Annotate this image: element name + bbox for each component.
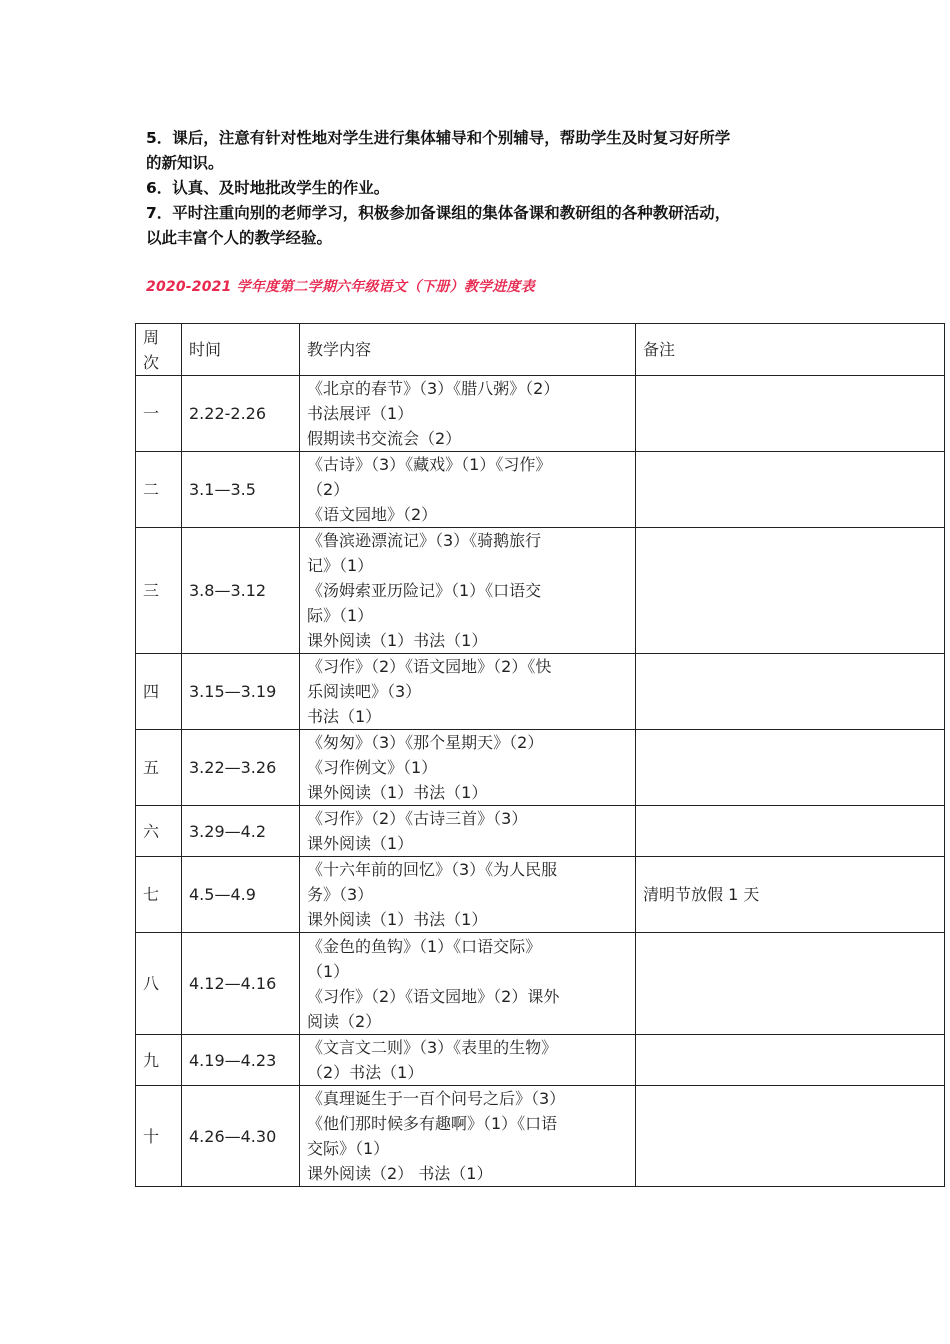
content-line: （1）	[307, 961, 350, 981]
table-row	[136, 376, 945, 452]
week-cell: 六	[136, 806, 182, 857]
content-line: 《语文园地》（2）	[307, 505, 438, 524]
header-time: 时间	[182, 324, 300, 376]
paragraph-line: 5．课后，注意有针对性地对学生进行集体辅导和个别辅导，帮助学生及时复习好所学	[146, 129, 731, 147]
week-cell: 八	[136, 933, 182, 1035]
content-line: 际》（1）	[307, 606, 374, 625]
content-line: （2）	[307, 480, 350, 499]
time-cell: 4.5—4.9	[182, 857, 300, 933]
content-cell	[300, 1035, 636, 1086]
header-week-line1: 周	[143, 327, 160, 347]
week-cell: 四	[136, 654, 182, 730]
note-cell	[636, 654, 945, 730]
note-cell	[636, 1035, 945, 1086]
note-cell	[636, 730, 945, 806]
content-line: 《习作例文》（1）	[307, 758, 438, 777]
time-cell: 4.26—4.30	[182, 1086, 300, 1187]
content-line: 《金色的鱼钩》（1）《口语交际》	[307, 936, 542, 956]
paragraph-6	[146, 176, 826, 201]
note-cell	[636, 806, 945, 857]
content-line: 《古诗》（3）《藏戏》（1）《习作》	[307, 455, 552, 474]
content-line: 《他们那时候多有趣啊》（1）《口语	[307, 1114, 558, 1133]
week-cell: 十	[136, 1086, 182, 1187]
table-body	[136, 376, 945, 1187]
content-line: 课外阅读（1）书法（1）	[307, 631, 488, 650]
time-cell: 3.8—3.12	[182, 528, 300, 654]
time-cell: 3.29—4.2	[182, 806, 300, 857]
content-line: 书法展评（1）	[307, 404, 414, 423]
note-cell	[636, 933, 945, 1035]
content-line: 课外阅读（2） 书法（1）	[307, 1164, 493, 1183]
content-cell	[300, 376, 636, 452]
content-line: 假期读书交流会（2）	[307, 429, 462, 448]
content-cell	[300, 730, 636, 806]
table-row	[136, 528, 945, 654]
content-cell	[300, 806, 636, 857]
paragraph-line: 7．平时注重向别的老师学习，积极参加备课组的集体备课和教研组的各种教研活动，	[146, 204, 731, 222]
content-line: （2）书法（1）	[307, 1063, 424, 1082]
content-line: 《文言文二则》（3）《表里的生物》	[307, 1038, 558, 1057]
week-cell: 九	[136, 1035, 182, 1086]
table-row	[136, 933, 945, 1035]
content-line: 书法（1）	[307, 707, 382, 726]
content-cell	[300, 857, 636, 933]
schedule-title: 2020-2021 学年度第二学期六年级语文（下册）教学进度表	[146, 279, 535, 295]
paragraph-line: 的新知识。	[146, 154, 224, 172]
time-cell: 3.15—3.19	[182, 654, 300, 730]
content-cell	[300, 654, 636, 730]
table-header-row	[136, 324, 945, 376]
table-row	[136, 857, 945, 933]
content-line: 《十六年前的回忆》（3）《为人民服	[307, 860, 558, 879]
content-cell	[300, 452, 636, 528]
note-cell: 清明节放假 1 天	[636, 857, 945, 933]
paragraph-line: 6．认真、及时地批改学生的作业。	[146, 179, 390, 197]
paragraph-5	[146, 126, 826, 176]
schedule-table	[135, 323, 945, 1187]
time-cell: 3.1—3.5	[182, 452, 300, 528]
content-cell	[300, 933, 636, 1035]
content-line: 《真理诞生于一百个问号之后》（3）	[307, 1089, 566, 1108]
content-line: 《汤姆索亚历险记》（1）《口语交	[307, 581, 542, 600]
content-line: 《鲁滨逊漂流记》（3）《骑鹅旅行	[307, 531, 542, 550]
content-line: 课外阅读（1）书法（1）	[307, 783, 488, 802]
content-line: 阅读（2）	[307, 1011, 382, 1031]
paragraph-7	[146, 201, 826, 251]
note-cell	[636, 452, 945, 528]
content-line: 务》（3）	[307, 885, 374, 904]
header-week-line2: 次	[143, 352, 160, 372]
header-week	[136, 324, 182, 376]
table-row	[136, 1035, 945, 1086]
content-line: 乐阅读吧》（3）	[307, 682, 422, 701]
content-line: 课外阅读（1）书法（1）	[307, 910, 488, 929]
content-line: 交际》（1）	[307, 1139, 390, 1158]
paragraph-line: 以此丰富个人的教学经验。	[146, 229, 333, 247]
week-cell: 五	[136, 730, 182, 806]
time-cell: 2.22-2.26	[182, 376, 300, 452]
note-cell	[636, 376, 945, 452]
table-row	[136, 806, 945, 857]
content-line: 课外阅读（1）	[307, 834, 414, 853]
table-row	[136, 730, 945, 806]
week-cell: 三	[136, 528, 182, 654]
header-note: 备注	[636, 324, 945, 376]
content-cell	[300, 528, 636, 654]
table-row	[136, 654, 945, 730]
content-line: 记》（1）	[307, 556, 374, 575]
content-line: 《北京的春节》（3）《腊八粥》（2）	[307, 379, 560, 398]
content-line: 《匆匆》（3）《那个星期天》（2）	[307, 733, 544, 752]
week-cell: 一	[136, 376, 182, 452]
time-cell: 4.19—4.23	[182, 1035, 300, 1086]
note-cell	[636, 528, 945, 654]
week-cell: 二	[136, 452, 182, 528]
content-line: 《习作》（2）《语文园地》（2）《快	[307, 657, 552, 676]
table-row	[136, 1086, 945, 1187]
content-line: 《习作》（2）《古诗三首》（3）	[307, 809, 528, 828]
week-cell: 七	[136, 857, 182, 933]
header-content: 教学内容	[300, 324, 636, 376]
note-cell	[636, 1086, 945, 1187]
time-cell: 3.22—3.26	[182, 730, 300, 806]
time-cell: 4.12—4.16	[182, 933, 300, 1035]
content-cell	[300, 1086, 636, 1187]
table-row	[136, 452, 945, 528]
content-line: 《习作》（2）《语文园地》（2）课外	[307, 986, 560, 1006]
